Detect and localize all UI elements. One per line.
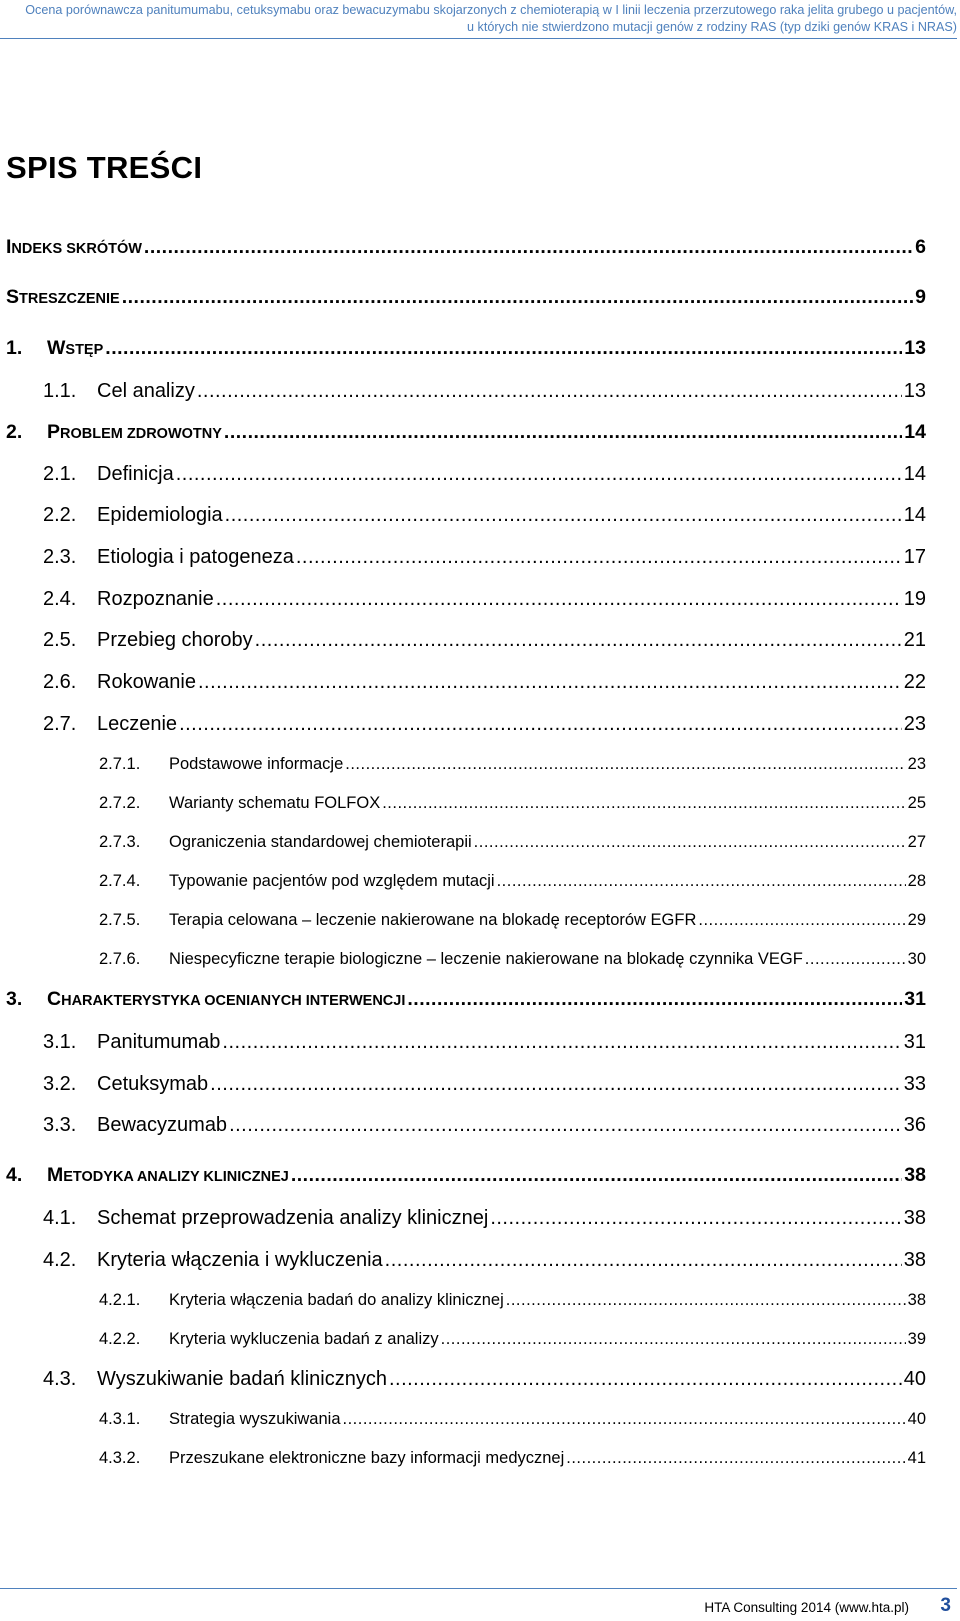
toc-entry-label: Kryteria włączenia badań do analizy klinicznej bbox=[169, 1291, 504, 1309]
footer-rule bbox=[0, 1588, 957, 1589]
toc-entry-ograniczenia-chemioterapii[interactable] bbox=[99, 833, 926, 852]
toc-entry-label: Cel analizy bbox=[97, 380, 195, 402]
toc-page-number: 22 bbox=[903, 671, 926, 693]
toc-page-number: 17 bbox=[903, 546, 926, 568]
toc-entry-number: 4.2.2. bbox=[99, 1330, 141, 1348]
toc-leader-dots bbox=[225, 504, 902, 527]
toc-entry-leczenie[interactable] bbox=[43, 713, 926, 736]
toc-entry-number: 4. bbox=[6, 1164, 23, 1186]
toc-leader-dots bbox=[385, 1249, 902, 1272]
toc-entry-label: Epidemiologia bbox=[97, 504, 223, 526]
toc-page-number: 23 bbox=[907, 755, 926, 773]
toc-page-number: 6 bbox=[915, 236, 926, 258]
toc-entry-label: Rokowanie bbox=[97, 671, 196, 693]
toc-leader-dots bbox=[382, 794, 905, 813]
toc-entry-number: 4.3.2. bbox=[99, 1449, 141, 1467]
toc-entry-number: 3.2. bbox=[43, 1073, 77, 1095]
toc-entry-label: Warianty schematu FOLFOX bbox=[169, 794, 381, 812]
toc-entry-epidemiologia[interactable] bbox=[43, 504, 926, 527]
toc-entry-label: PROBLEM ZDROWOTNY bbox=[47, 421, 222, 443]
toc-entry-label: Bewacyzumab bbox=[97, 1114, 228, 1136]
toc-entry-number: 1.1. bbox=[43, 380, 77, 402]
toc-leader-dots bbox=[698, 911, 905, 930]
toc-page-number: 40 bbox=[903, 1368, 926, 1390]
toc-entry-number: 2. bbox=[6, 421, 23, 443]
toc-entry-indeks-skrotow[interactable] bbox=[6, 236, 926, 259]
toc-entry-kryteria-wykluczenia-badan[interactable] bbox=[99, 1330, 926, 1349]
toc-entry-label: Leczenie bbox=[97, 713, 178, 735]
toc-page-number: 30 bbox=[907, 950, 926, 968]
toc-leader-dots bbox=[224, 421, 902, 444]
toc-entry-label: Wyszukiwanie badań klinicznych bbox=[97, 1368, 387, 1390]
toc-entry-label: Przebieg choroby bbox=[97, 629, 253, 651]
toc-entry-typowanie-pacjentow[interactable] bbox=[99, 872, 926, 891]
toc-page-number: 23 bbox=[903, 713, 926, 735]
toc-entry-kryteria-wlaczenia-wykluczenia[interactable] bbox=[43, 1249, 926, 1272]
toc-entry-label: WSTĘP bbox=[47, 337, 104, 359]
toc-entry-kryteria-wlaczenia-badan[interactable] bbox=[99, 1291, 926, 1310]
toc-leader-dots bbox=[296, 546, 902, 569]
toc-page-number: 33 bbox=[903, 1073, 926, 1095]
toc-leader-dots bbox=[105, 337, 902, 360]
toc-leader-dots bbox=[210, 1073, 902, 1096]
toc-leader-dots bbox=[197, 380, 902, 403]
toc-entry-definicja[interactable] bbox=[43, 463, 926, 486]
toc-entry-cel-analizy[interactable] bbox=[43, 380, 926, 403]
toc-entry-label: CHARAKTERYSTYKA OCENIANYCH INTERWENCJI bbox=[47, 988, 406, 1010]
toc-entry-label: Panitumumab bbox=[97, 1031, 221, 1053]
footer-page-number: 3 bbox=[940, 1595, 951, 1616]
toc-entry-label: Definicja bbox=[97, 463, 174, 485]
toc-page-number: 38 bbox=[903, 1249, 926, 1271]
toc-entry-number: 4.2. bbox=[43, 1249, 77, 1271]
toc-entry-panitumumab[interactable] bbox=[43, 1031, 926, 1054]
toc-entry-number: 3.1. bbox=[43, 1031, 77, 1053]
toc-page-number: 13 bbox=[903, 380, 926, 402]
toc-leader-dots bbox=[255, 629, 902, 652]
toc-entry-number: 2.2. bbox=[43, 504, 77, 526]
toc-entry-number: 3.3. bbox=[43, 1114, 77, 1136]
toc-entry-label: METODYKA ANALIZY KLINICZNEJ bbox=[47, 1164, 289, 1186]
toc-entry-number: 2.7.4. bbox=[99, 872, 141, 890]
toc-entry-number: 4.1. bbox=[43, 1207, 77, 1229]
toc-entry-wyszukiwanie-badan[interactable] bbox=[43, 1368, 926, 1391]
toc-page-number: 14 bbox=[904, 421, 926, 443]
toc-entry-number: 2.1. bbox=[43, 463, 77, 485]
toc-leader-dots bbox=[407, 988, 902, 1011]
toc-leader-dots bbox=[222, 1031, 901, 1054]
toc-leader-dots bbox=[176, 463, 902, 486]
toc-page-number: 9 bbox=[915, 286, 926, 308]
toc-entry-number: 2.7.5. bbox=[99, 911, 141, 929]
toc-leader-dots bbox=[345, 755, 905, 774]
toc-entry-streszczenie[interactable] bbox=[6, 286, 926, 309]
toc-entry-label: Niespecyficzne terapie biologiczne – leczenie nakierowane na blokadę czynnika VEGF bbox=[169, 950, 803, 968]
toc-page-number: 31 bbox=[903, 1031, 926, 1053]
toc-entry-label: Terapia celowana – leczenie nakierowane na blokadę receptorów EGFR bbox=[169, 911, 697, 929]
toc-page-number: 25 bbox=[907, 794, 926, 812]
toc-leader-dots bbox=[198, 671, 902, 694]
toc-entry-etiologia[interactable] bbox=[43, 546, 926, 569]
toc-leader-dots bbox=[805, 950, 906, 969]
toc-entry-label: Kryteria włączenia i wykluczenia bbox=[97, 1249, 383, 1271]
toc-entry-number: 4.3.1. bbox=[99, 1410, 141, 1428]
toc-entry-rokowanie[interactable] bbox=[43, 671, 926, 694]
toc-entry-number: 2.5. bbox=[43, 629, 77, 651]
toc-entry-label: INDEKS SKRÓTÓW bbox=[6, 236, 142, 258]
toc-entry-label: Przeszukane elektroniczne bazy informacji medycznej bbox=[169, 1449, 565, 1467]
toc-entry-bewacyzumab[interactable] bbox=[43, 1114, 926, 1137]
toc-leader-dots bbox=[216, 588, 902, 611]
toc-leader-dots bbox=[474, 833, 906, 852]
toc-entry-number: 2.3. bbox=[43, 546, 77, 568]
toc-entry-number: 2.7.2. bbox=[99, 794, 141, 812]
toc-page-number: 14 bbox=[903, 463, 926, 485]
toc-entry-number: 1. bbox=[6, 337, 23, 359]
toc-leader-dots bbox=[490, 1207, 901, 1230]
toc-entry-number: 2.7. bbox=[43, 713, 77, 735]
toc-leader-dots bbox=[343, 1410, 906, 1429]
toc-page-number: 21 bbox=[903, 629, 926, 651]
toc-entry-wstep[interactable] bbox=[6, 337, 926, 360]
toc-page-number: 28 bbox=[907, 872, 926, 890]
toc-entry-number: 4.2.1. bbox=[99, 1291, 141, 1309]
footer-publisher: HTA Consulting 2014 (www.hta.pl) bbox=[704, 1600, 909, 1615]
toc-entry-schemat-analizy[interactable] bbox=[43, 1207, 926, 1230]
toc-entry-podstawowe-informacje[interactable] bbox=[99, 755, 926, 774]
toc-entry-label: Podstawowe informacje bbox=[169, 755, 344, 773]
toc-page-number: 41 bbox=[907, 1449, 926, 1467]
toc-entry-problem-zdrowotny[interactable] bbox=[6, 421, 926, 444]
toc-entry-label: Strategia wyszukiwania bbox=[169, 1410, 341, 1428]
toc-entry-number: 2.6. bbox=[43, 671, 77, 693]
toc-page-number: 36 bbox=[903, 1114, 926, 1136]
toc-entry-przeszukane-bazy[interactable] bbox=[99, 1449, 926, 1468]
toc-entry-label: Typowanie pacjentów pod względem mutacji bbox=[169, 872, 495, 890]
toc-entry-label: Etiologia i patogeneza bbox=[97, 546, 294, 568]
page-footer bbox=[0, 1597, 957, 1621]
toc-leader-dots bbox=[566, 1449, 905, 1468]
toc-leader-dots bbox=[144, 236, 913, 259]
header-line-1: Ocena porównawcza panitumumabu, cetuksymabu oraz bewacuzymabu skojarzonych z chemioterapią w I linii leczenia przerzutowego raka jelita grubego u pacjentów, bbox=[25, 3, 957, 17]
toc-entry-number: 2.4. bbox=[43, 588, 77, 610]
toc-entry-przebieg-choroby[interactable] bbox=[43, 629, 926, 652]
toc-page-number: 31 bbox=[904, 988, 926, 1010]
toc-entry-cetuksymab[interactable] bbox=[43, 1073, 926, 1096]
toc-entry-metodyka-analizy[interactable] bbox=[6, 1164, 926, 1187]
toc-page-number: 27 bbox=[907, 833, 926, 851]
toc-page-number: 40 bbox=[907, 1410, 926, 1428]
toc-entry-label: Rozpoznanie bbox=[97, 588, 214, 610]
toc-page-number: 38 bbox=[907, 1291, 926, 1309]
toc-page-number: 38 bbox=[904, 1164, 926, 1186]
toc-page-number: 38 bbox=[903, 1207, 926, 1229]
toc-entry-label: Ograniczenia standardowej chemioterapii bbox=[169, 833, 472, 851]
toc-leader-dots bbox=[389, 1368, 902, 1391]
toc-page-number: 13 bbox=[904, 337, 926, 359]
toc-entry-label: Schemat przeprowadzenia analizy klinicznej bbox=[97, 1207, 489, 1229]
toc-leader-dots bbox=[291, 1164, 902, 1187]
toc-entry-charakterystyka-interwencji[interactable] bbox=[6, 988, 926, 1011]
toc-page-number: 14 bbox=[903, 504, 926, 526]
toc-page-number: 29 bbox=[907, 911, 926, 929]
toc-entry-number: 2.7.3. bbox=[99, 833, 141, 851]
toc-entry-terapia-celowana[interactable] bbox=[99, 911, 926, 930]
toc-leader-dots bbox=[229, 1114, 902, 1137]
toc-entry-number: 2.7.1. bbox=[99, 755, 141, 773]
toc-entry-strategia-wyszukiwania[interactable] bbox=[99, 1410, 926, 1429]
toc-leader-dots bbox=[122, 286, 913, 309]
toc-page-number: 19 bbox=[903, 588, 926, 610]
toc-page-number: 39 bbox=[907, 1330, 926, 1348]
toc-entry-rozpoznanie[interactable] bbox=[43, 588, 926, 611]
toc-entry-label: Cetuksymab bbox=[97, 1073, 209, 1095]
toc-entry-niespecyficzne-terapie[interactable] bbox=[99, 950, 926, 969]
toc-entry-number: 3. bbox=[6, 988, 23, 1010]
toc-entry-number: 4.3. bbox=[43, 1368, 77, 1390]
toc-leader-dots bbox=[497, 872, 906, 891]
toc-entry-label: STRESZCZENIE bbox=[6, 286, 120, 308]
page-title: SPIS TREŚCI bbox=[6, 150, 203, 185]
toc-leader-dots bbox=[179, 713, 902, 736]
header-line-2: u których nie stwierdzono mutacji genów z rodziny RAS (typ dziki genów KRAS i NRAS) bbox=[467, 20, 957, 34]
toc-entry-warianty-folfox[interactable] bbox=[99, 794, 926, 813]
toc-entry-number: 2.7.6. bbox=[99, 950, 141, 968]
toc-leader-dots bbox=[441, 1330, 906, 1349]
toc-leader-dots bbox=[506, 1291, 906, 1310]
toc-entry-label: Kryteria wykluczenia badań z analizy bbox=[169, 1330, 439, 1348]
